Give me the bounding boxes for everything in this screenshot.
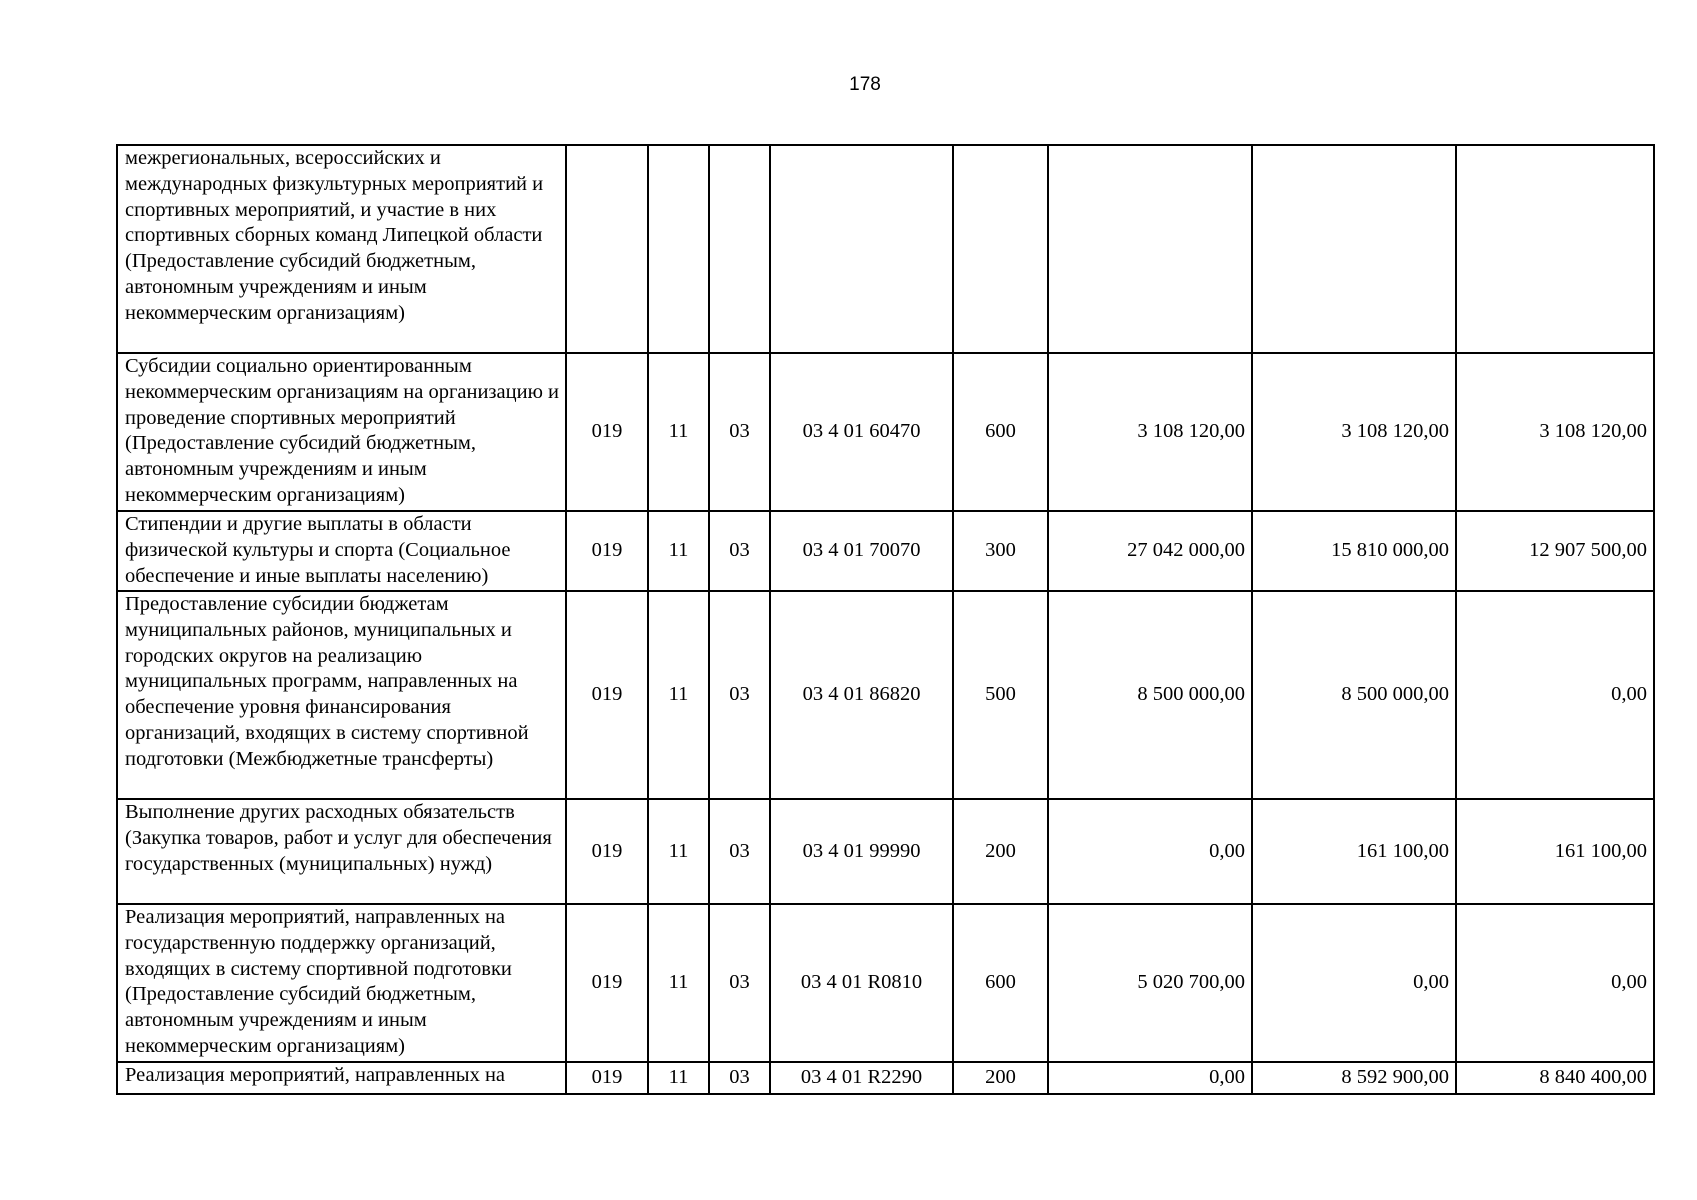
budget-table	[116, 144, 1655, 1095]
page-number: 178	[849, 74, 881, 95]
amount-cell: 3 108 120,00	[1252, 353, 1456, 511]
expense-type-code	[953, 145, 1048, 353]
target-article-code: 03 4 01 R0810	[770, 904, 953, 1062]
ministry-code	[566, 145, 648, 353]
amount-cell: 161 100,00	[1252, 799, 1456, 904]
subsection-code: 03	[709, 1062, 770, 1094]
table-row	[117, 145, 1654, 353]
row-description: Реализация мероприятий, направленных на государственную поддержку организаций, входящих в систему спортивной подготовки (Предоставление субсидий бюджетным, автономным учреждениям и иным некоммерческим организациям)	[117, 904, 566, 1062]
section-code	[648, 145, 709, 353]
row-description: Субсидии социально ориентированным некоммерческим организациям на организацию и проведение спортивных мероприятий (Предоставление субсидий бюджетным, автономным учреждениям и иным некоммерческим организациям)	[117, 353, 566, 511]
amount-cell: 161 100,00	[1456, 799, 1654, 904]
target-article-code: 03 4 01 86820	[770, 591, 953, 799]
target-article-code	[770, 145, 953, 353]
section-code: 11	[648, 511, 709, 591]
subsection-code: 03	[709, 353, 770, 511]
subsection-code	[709, 145, 770, 353]
table-row	[117, 353, 1654, 511]
table-row	[117, 799, 1654, 904]
amount-cell: 0,00	[1048, 1062, 1252, 1094]
row-description: Предоставление субсидии бюджетам муниципальных районов, муниципальных и городских округов на реализацию муниципальных программ, направленных на обеспечение уровня финансирования организаций, входящих в систему спортивной подготовки (Межбюджетные трансферты)	[117, 591, 566, 799]
target-article-code: 03 4 01 R2290	[770, 1062, 953, 1094]
amount-cell	[1456, 145, 1654, 353]
amount-cell	[1048, 145, 1252, 353]
section-code: 11	[648, 799, 709, 904]
amount-cell: 8 500 000,00	[1252, 591, 1456, 799]
amount-cell: 3 108 120,00	[1048, 353, 1252, 511]
amount-cell: 0,00	[1456, 904, 1654, 1062]
subsection-code: 03	[709, 591, 770, 799]
subsection-code: 03	[709, 511, 770, 591]
amount-cell: 15 810 000,00	[1252, 511, 1456, 591]
table-row	[117, 591, 1654, 799]
ministry-code: 019	[566, 591, 648, 799]
table-row	[117, 511, 1654, 591]
amount-cell: 0,00	[1456, 591, 1654, 799]
ministry-code: 019	[566, 1062, 648, 1094]
amount-cell	[1252, 145, 1456, 353]
amount-cell: 0,00	[1252, 904, 1456, 1062]
expense-type-code: 600	[953, 353, 1048, 511]
expense-type-code: 200	[953, 1062, 1048, 1094]
section-code: 11	[648, 904, 709, 1062]
ministry-code: 019	[566, 511, 648, 591]
row-description: Стипендии и другие выплаты в области физической культуры и спорта (Социальное обеспечение и иные выплаты населению)	[117, 511, 566, 591]
expense-type-code: 500	[953, 591, 1048, 799]
expense-type-code: 200	[953, 799, 1048, 904]
amount-cell: 0,00	[1048, 799, 1252, 904]
expense-type-code: 300	[953, 511, 1048, 591]
ministry-code: 019	[566, 353, 648, 511]
row-description: Реализация мероприятий, направленных на	[117, 1062, 566, 1094]
section-code: 11	[648, 591, 709, 799]
expense-type-code: 600	[953, 904, 1048, 1062]
subsection-code: 03	[709, 799, 770, 904]
target-article-code: 03 4 01 70070	[770, 511, 953, 591]
amount-cell: 8 592 900,00	[1252, 1062, 1456, 1094]
amount-cell: 27 042 000,00	[1048, 511, 1252, 591]
amount-cell: 8 840 400,00	[1456, 1062, 1654, 1094]
subsection-code: 03	[709, 904, 770, 1062]
amount-cell: 8 500 000,00	[1048, 591, 1252, 799]
target-article-code: 03 4 01 60470	[770, 353, 953, 511]
ministry-code: 019	[566, 904, 648, 1062]
row-description: межрегиональных, всероссийских и международных физкультурных мероприятий и спортивных мероприятий, и участие в них спортивных сборных команд Липецкой области (Предоставление субсидий бюджетным, автономным учреждениям и иным некоммерческим организациям)	[117, 145, 566, 353]
amount-cell: 5 020 700,00	[1048, 904, 1252, 1062]
target-article-code: 03 4 01 99990	[770, 799, 953, 904]
amount-cell: 12 907 500,00	[1456, 511, 1654, 591]
amount-cell: 3 108 120,00	[1456, 353, 1654, 511]
section-code: 11	[648, 1062, 709, 1094]
ministry-code: 019	[566, 799, 648, 904]
table-row	[117, 1062, 1654, 1094]
table-row	[117, 904, 1654, 1062]
section-code: 11	[648, 353, 709, 511]
row-description: Выполнение других расходных обязательств (Закупка товаров, работ и услуг для обеспечения государственных (муниципальных) нужд)	[117, 799, 566, 904]
